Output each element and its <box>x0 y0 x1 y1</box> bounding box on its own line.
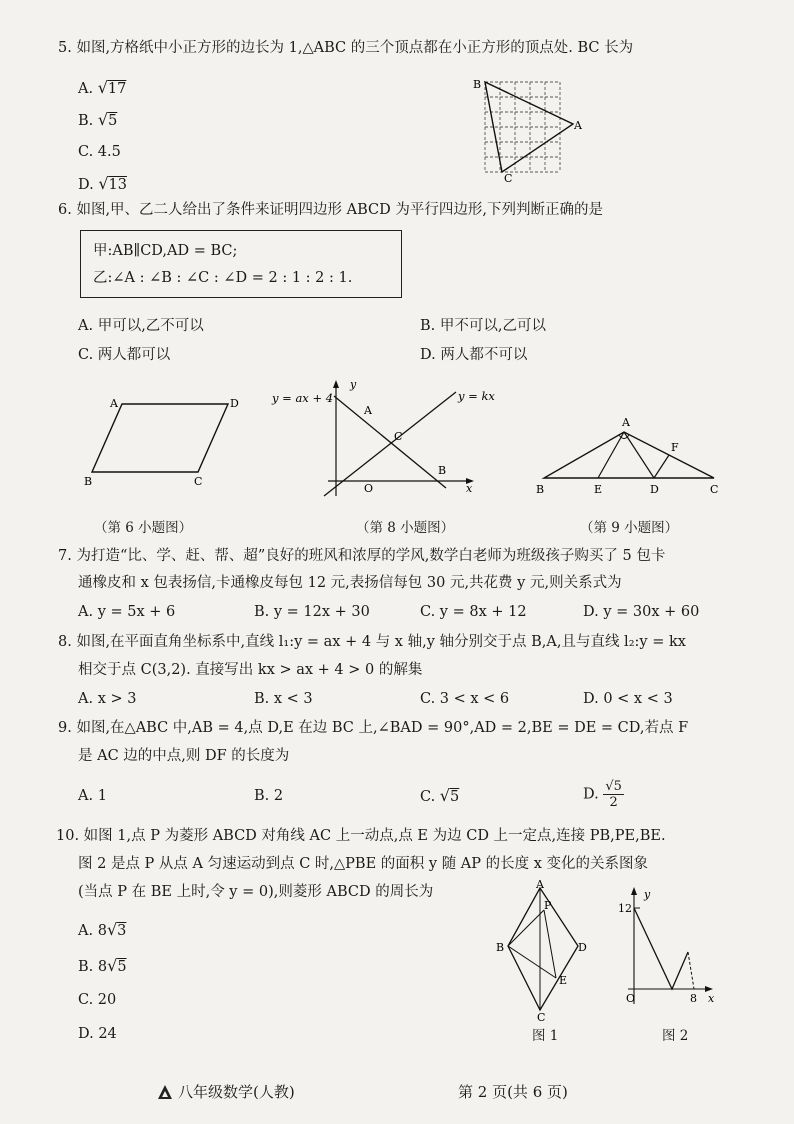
q10-option-b: B. 8√5 <box>78 956 127 975</box>
footer-page-number: 第 2 页(共 6 页) <box>458 1083 568 1101</box>
q10-fig2-caption: 图 2 <box>662 1028 689 1044</box>
q8-stem-line2: 相交于点 C(3,2). 直接写出 kx > ax + 4 > 0 的解集 <box>78 662 423 678</box>
fig6-label-c: C <box>194 475 203 488</box>
q8-option-b: B. x < 3 <box>254 691 313 707</box>
fig8-x-axis-label: x <box>466 482 473 495</box>
q7-stem-line2: 通橡皮和 x 包表扬信,卡通橡皮每包 12 元,表扬信每包 30 元,共花费 y 元,则关系式为 <box>78 575 622 591</box>
q6-condition-box <box>80 230 402 298</box>
q7-option-a: A. y = 5x + 6 <box>78 604 176 620</box>
q5-option-d: D. √13 <box>78 174 127 193</box>
q9-option-d: D. $\frac{√5}{2}$ <box>583 779 622 810</box>
q10-fig2-y-label: y <box>644 888 651 901</box>
q10-stem-line2: 图 2 是点 P 从点 A 匀速运动到点 C 时,△PBE 的面积 y 随 AP 的长度 x 变化的关系图象 <box>78 856 649 872</box>
q6-condition-yi: 乙:∠A : ∠B : ∠C : ∠D = 2 : 1 : 2 : 1. <box>93 270 353 286</box>
q10-fig1-label-e: E <box>559 974 568 987</box>
q10-fig2-y-12: 12 <box>618 902 632 915</box>
q10-fig2-x-8: 8 <box>690 992 697 1005</box>
q10-stem-line3: (当点 P 在 BE 上时,令 y = 0),则菱形 ABCD 的周长为 <box>78 884 434 900</box>
q10-fig1-label-b: B <box>496 941 505 954</box>
q10-option-d: D. 24 <box>78 1026 117 1042</box>
q7-option-b: B. y = 12x + 30 <box>254 604 370 620</box>
q9-option-b: B. 2 <box>254 788 284 804</box>
q6-option-a: A. 甲可以,乙不可以 <box>78 318 204 334</box>
fig8-caption: （第 8 小题图） <box>356 520 455 536</box>
q5-option-b: B. √5 <box>78 110 118 129</box>
q10-fig1-rhombus <box>492 880 602 1022</box>
footer-subject: 八年级数学(人教) <box>178 1083 295 1101</box>
q9-stem-line2: 是 AC 边的中点,则 DF 的长度为 <box>78 748 290 764</box>
q5-label-a: A <box>574 119 582 132</box>
fig8-label-b: B <box>438 464 447 477</box>
q10-fig1-label-d: D <box>578 941 587 954</box>
fig8-line-kx-label: y = kx <box>458 389 495 403</box>
q9-stem-line1: 9. 如图,在△ABC 中,AB = 4,点 D,E 在边 BC 上,∠BAD = 90°,AD = 2,BE = DE = CD,若点 F <box>58 720 689 736</box>
q6-option-b: B. 甲不可以,乙可以 <box>420 318 546 334</box>
q10-fig1-caption: 图 1 <box>532 1028 559 1044</box>
q6-option-d: D. 两人都不可以 <box>420 347 528 363</box>
q5-stem: 5. 如图,方格纸中小正方形的边长为 1,△ABC 的三个顶点都在小正方形的顶点处. BC 长为 <box>58 40 634 56</box>
q7-stem-line1: 7. 为打造“比、学、赶、帮、超”良好的班风和浓厚的学风,数学白老师为班级孩子购买了 5 包卡 <box>58 548 666 564</box>
q10-fig1-label-c: C <box>537 1011 546 1024</box>
q8-option-a: A. x > 3 <box>78 691 137 707</box>
q8-option-c: C. 3 < x < 6 <box>420 691 510 707</box>
fig9-label-f: F <box>671 441 679 454</box>
q9-option-a: A. 1 <box>78 788 107 804</box>
fig9-caption: （第 9 小题图） <box>580 520 679 536</box>
publisher-logo-icon <box>157 1084 173 1100</box>
fig6-parallelogram <box>80 390 250 490</box>
q7-option-d: D. y = 30x + 60 <box>583 604 700 620</box>
q8-stem-line1: 8. 如图,在平面直角坐标系中,直线 l₁:y = ax + 4 与 x 轴,y 轴分别交于点 B,A,且与直线 l₂:y = kx <box>58 634 686 650</box>
fig8-label-c: C <box>394 430 403 443</box>
q10-fig2-origin: O <box>626 992 636 1005</box>
q9-option-d-fraction: $\frac{√5}{2}$ <box>605 779 622 810</box>
q10-fig1-label-p: P <box>544 899 552 912</box>
fig6-caption: （第 6 小题图） <box>94 520 193 536</box>
fig6-label-d: D <box>230 397 239 410</box>
q10-option-c: C. 20 <box>78 992 117 1008</box>
q8-option-d: D. 0 < x < 3 <box>583 691 673 707</box>
q10-option-a: A. 8√3 <box>78 920 127 939</box>
fig9-label-c: C <box>710 483 719 496</box>
fig8-line-ax4-label: y = ax + 4 <box>272 391 334 405</box>
fig9-label-b: B <box>536 483 545 496</box>
fig6-label-b: B <box>84 475 93 488</box>
fig9-label-e: E <box>594 483 603 496</box>
q6-option-c: C. 两人都可以 <box>78 347 171 363</box>
fig8-coordinate-graph <box>268 378 508 503</box>
q5-grid-figure <box>470 72 580 184</box>
q9-option-c: C. √5 <box>420 786 460 805</box>
fig8-y-axis-label: y <box>350 378 357 391</box>
q5-label-b: B <box>473 78 482 91</box>
q7-option-c: C. y = 8x + 12 <box>420 604 527 620</box>
q10-stem-line1: 10. 如图 1,点 P 为菱形 ABCD 对角线 AC 上一动点,点 E 为边 CD 上一定点,连接 PB,PE,BE. <box>56 828 666 844</box>
q5-label-c: C <box>504 172 513 185</box>
q6-stem: 6. 如图,甲、乙二人给出了条件来证明四边形 ABCD 为平行四边形,下列判断正确的是 <box>58 202 603 218</box>
q5-option-a: A. √17 <box>78 78 127 97</box>
fig9-label-a: A <box>622 416 630 429</box>
fig9-label-d: D <box>650 483 659 496</box>
q5-option-c: C. 4.5 <box>78 144 121 160</box>
fig8-label-a: A <box>364 404 372 417</box>
q6-condition-jia: 甲:AB∥CD,AD = BC; <box>93 243 238 259</box>
q10-fig1-label-a: A <box>536 878 544 891</box>
fig9-triangle <box>532 410 732 500</box>
q10-fig2-graph <box>614 884 722 1010</box>
q10-fig2-x-label: x <box>708 992 715 1005</box>
fig6-label-a: A <box>110 397 118 410</box>
fig8-label-o: O <box>364 482 374 495</box>
